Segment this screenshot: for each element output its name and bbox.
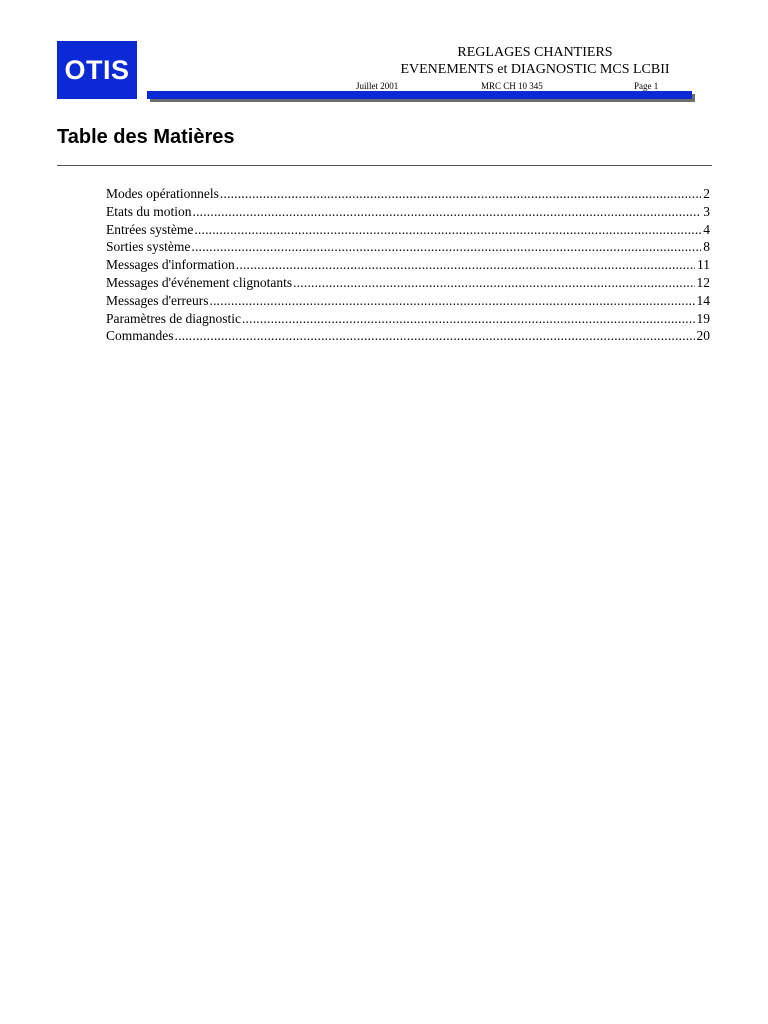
toc-entry-label[interactable]: Entrées système	[106, 221, 194, 237]
dot-leader	[210, 292, 695, 310]
toc-entry-label[interactable]: Messages d'information	[106, 257, 235, 273]
toc-entry-commandes[interactable]	[106, 327, 710, 345]
toc-entry-page[interactable]: 8	[703, 239, 710, 255]
toc-entry-label[interactable]: Modes opérationnels	[106, 186, 219, 201]
dot-leader	[293, 274, 694, 292]
dot-leader	[220, 185, 701, 203]
document-title-line2: EVENEMENTS et DIAGNOSTIC MCS LCBII	[400, 62, 670, 77]
toc-entry-label[interactable]: Etats du motion	[106, 203, 192, 219]
toc-entry-label[interactable]: Messages d'événement clignotants	[106, 274, 293, 290]
toc-entry-etats-du-motion[interactable]	[106, 203, 710, 221]
toc-entry-messages-erreurs[interactable]	[106, 292, 710, 310]
dot-leader	[194, 221, 701, 239]
header-bar	[147, 91, 692, 99]
toc-entry-messages-information[interactable]	[106, 256, 710, 274]
toc-entry-page[interactable]: 2	[703, 186, 710, 201]
toc-entry-messages-evenement[interactable]	[106, 274, 710, 292]
dot-leader	[175, 327, 695, 345]
logo-text: OTIS	[64, 54, 130, 85]
toc-entry-label[interactable]: Commandes	[106, 328, 174, 344]
toc-entry-modes-operationnels[interactable]	[106, 185, 710, 203]
document-reference: MRC CH 10 345	[481, 81, 543, 91]
toc-entry-page[interactable]: 14	[696, 292, 710, 308]
toc-entry-page[interactable]: 4	[703, 221, 710, 237]
otis-logo	[57, 41, 137, 99]
toc-entry-page[interactable]: 19	[696, 310, 710, 326]
toc-divider	[57, 165, 712, 166]
toc-entry-page[interactable]: 12	[696, 274, 710, 290]
dot-leader	[242, 310, 695, 328]
page-number: Page 1	[634, 81, 659, 91]
document-title-line1: REGLAGES CHANTIERS	[457, 45, 613, 60]
toc-entry-label[interactable]: Sorties système	[106, 239, 191, 255]
toc-entry-label[interactable]: Paramètres de diagnostic	[106, 310, 241, 326]
toc-entry-page[interactable]: 20	[696, 328, 710, 344]
dot-leader	[191, 238, 701, 256]
toc-entry-page[interactable]: 11	[697, 257, 710, 273]
toc-entry-entrees-systeme[interactable]	[106, 221, 710, 239]
dot-leader	[236, 256, 695, 274]
document-date: Juillet 2001	[356, 81, 399, 91]
dot-leader	[193, 203, 702, 221]
toc-heading: Table des Matières	[57, 126, 235, 148]
toc-entry-parametres-diagnostic[interactable]	[106, 310, 710, 328]
toc-entry-page[interactable]: 3	[703, 203, 710, 219]
toc-list	[106, 185, 710, 345]
toc-entry-label[interactable]: Messages d'erreurs	[106, 292, 209, 308]
toc-entry-sorties-systeme[interactable]	[106, 238, 710, 256]
